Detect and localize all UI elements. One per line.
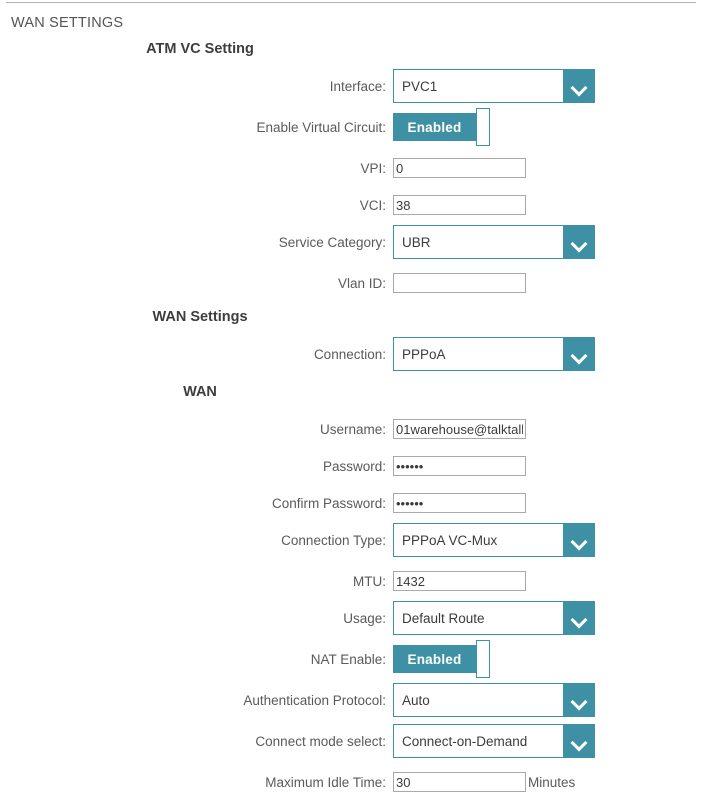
interface-select-value: PVC1 (402, 78, 438, 94)
section-atm-vc-setting (0, 38, 702, 60)
connect-mode-select-label: Connect mode select: (255, 733, 386, 749)
row-service-category (0, 228, 702, 256)
connection-select[interactable] (393, 337, 595, 371)
toggle-bar (393, 645, 476, 673)
section-wan (0, 381, 702, 403)
row-connect-mode-select (0, 727, 702, 755)
vlan-id-label: Vlan ID: (337, 275, 386, 291)
row-interface (0, 72, 702, 100)
interface-label: Interface: (329, 78, 386, 94)
toggle-bar (393, 113, 476, 141)
chevron-down-icon (563, 684, 594, 716)
toggle-state-label: Enabled (407, 651, 462, 667)
connection-label: Connection: (313, 346, 386, 362)
row-usage (0, 604, 702, 632)
row-confirm-password (0, 489, 702, 517)
section-wan-settings (0, 306, 702, 328)
row-username (0, 415, 702, 443)
top-divider (6, 2, 696, 3)
mtu-label: MTU: (353, 573, 386, 589)
usage-label: Usage: (343, 610, 386, 626)
vci-input[interactable] (393, 195, 526, 215)
vpi-label: VPI: (360, 160, 386, 176)
row-vci (0, 191, 702, 219)
service-category-select[interactable] (393, 225, 595, 259)
connection-type-select[interactable] (393, 523, 595, 557)
row-connection-type (0, 526, 702, 554)
row-connection (0, 340, 702, 368)
nat-enable-label: NAT Enable: (310, 651, 386, 667)
chevron-down-icon (563, 602, 594, 634)
vlan-id-input[interactable] (393, 273, 526, 293)
connect-mode-select[interactable] (393, 724, 595, 758)
connection-type-select-value: PPPoA VC-Mux (402, 532, 498, 548)
row-vlan-id (0, 269, 702, 297)
confirm-password-input[interactable] (393, 493, 526, 513)
enable-virtual-circuit-toggle[interactable] (393, 113, 491, 141)
row-nat-enable (0, 645, 702, 673)
usage-select[interactable] (393, 601, 595, 635)
confirm-password-label: Confirm Password: (271, 495, 386, 511)
nat-enable-toggle[interactable] (393, 645, 491, 673)
password-label: Password: (322, 458, 386, 474)
chevron-down-icon (563, 524, 594, 556)
username-input[interactable] (393, 419, 526, 439)
vci-label: VCI: (359, 197, 386, 213)
page-title: WAN SETTINGS (11, 15, 124, 31)
row-password (0, 452, 702, 480)
row-vpi (0, 154, 702, 182)
maximum-idle-time-label: Maximum Idle Time: (265, 774, 386, 790)
chevron-down-icon (563, 226, 594, 258)
chevron-down-icon (563, 338, 594, 370)
service-category-label: Service Category: (278, 234, 386, 250)
row-enable-virtual-circuit (0, 113, 702, 141)
username-label: Username: (319, 421, 386, 437)
maximum-idle-time-input[interactable] (393, 772, 526, 792)
authentication-protocol-label: Authentication Protocol: (243, 692, 386, 708)
section-heading: WAN (183, 384, 217, 400)
authentication-protocol-select-value: Auto (402, 692, 430, 708)
connect-mode-select-value: Connect-on-Demand (402, 733, 528, 749)
row-maximum-idle-time (0, 768, 702, 796)
wan-settings-form (0, 38, 702, 805)
mtu-input[interactable] (393, 571, 526, 591)
enable-virtual-circuit-label: Enable Virtual Circuit: (256, 119, 386, 135)
password-input[interactable] (393, 456, 526, 476)
toggle-knob[interactable] (476, 108, 490, 146)
toggle-state-label: Enabled (407, 119, 462, 135)
row-authentication-protocol (0, 686, 702, 714)
service-category-select-value: UBR (402, 234, 431, 250)
maximum-idle-time-unit: Minutes (528, 774, 576, 790)
section-heading: WAN Settings (152, 309, 248, 325)
section-heading: ATM VC Setting (146, 41, 254, 57)
toggle-knob[interactable] (476, 640, 490, 678)
authentication-protocol-select[interactable] (393, 683, 595, 717)
chevron-down-icon (563, 725, 594, 757)
interface-select[interactable] (393, 69, 595, 103)
connection-select-value: PPPoA (402, 346, 446, 362)
usage-select-value: Default Route (402, 610, 485, 626)
vpi-input[interactable] (393, 158, 526, 178)
chevron-down-icon (563, 70, 594, 102)
row-mtu (0, 567, 702, 595)
connection-type-label: Connection Type: (281, 532, 386, 548)
